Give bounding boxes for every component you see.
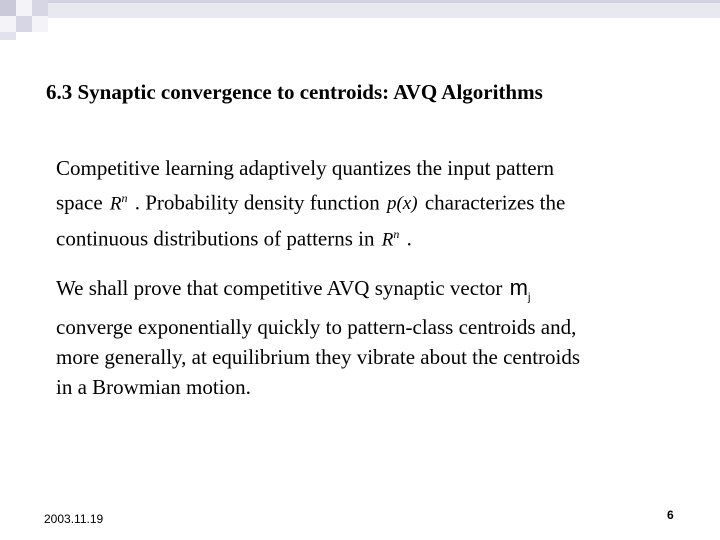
math-rn: $R^n$ [109,191,128,215]
paragraph1-line1: Competitive learning adaptively quantizes the input pattern [56,156,555,180]
paragraph2-line4: in a Browmian motion. [56,375,251,400]
paragraph1-line3 [56,219,565,255]
text-we-shall-prove: We shall prove that competitive AVQ synaptic vector [56,276,508,300]
math-mj: $m_j$ [509,275,531,304]
paragraph1-line2 [56,183,565,219]
footer-date: 2003.11.19 [44,512,104,526]
paragraph-avq-convergence [56,273,580,402]
checker-pattern [0,0,720,40]
paragraph-competitive-learning [56,153,565,256]
slide-title: 6.3 Synaptic convergence to centroids: AVQ Algorithms [46,80,543,104]
math-rn-2: $R^n$ [381,227,400,251]
page-number: 6 [667,508,674,522]
paragraph2-line2: converge exponentially quickly to pattern-class centroids and, [56,315,577,340]
text-space: space [56,190,108,215]
text-characterizes: characterizes the [424,190,566,215]
text-period: . [406,226,412,251]
paragraph2-line1 [56,273,580,312]
text-probability-density: . Probability density function [134,190,385,215]
header-decoration [0,0,720,40]
text-continuous: continuous distributions of patterns in [56,226,380,251]
math-px: p(x) [386,193,418,215]
paragraph2-line3: more generally, at equilibrium they vibrate about the centroids [56,345,581,370]
